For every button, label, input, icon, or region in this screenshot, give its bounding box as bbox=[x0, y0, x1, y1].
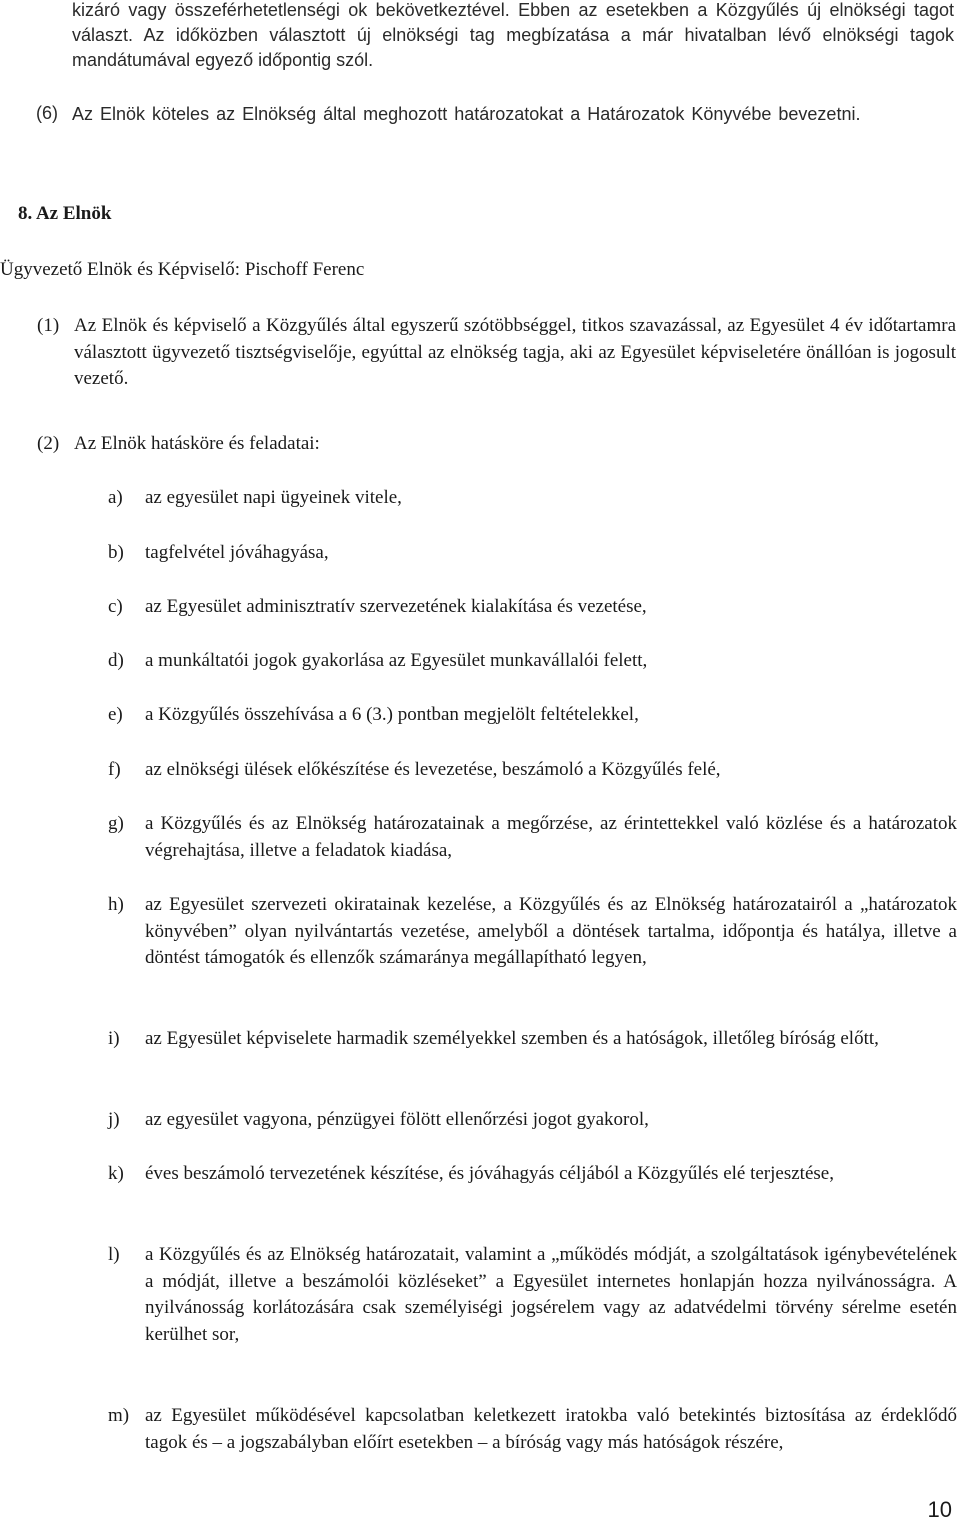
list-item-text: az elnökségi ülések előkészítése és levezetése, beszámoló a Közgyűlés felé, bbox=[145, 759, 721, 780]
list-marker: f) bbox=[108, 759, 121, 780]
list-marker: g) bbox=[108, 813, 124, 834]
list-marker: c) bbox=[108, 596, 123, 617]
list-item-text: az egyesület napi ügyeinek vitele, bbox=[145, 487, 402, 508]
list-item-text: a munkáltatói jogok gyakorlása az Egyesület munkavállalói felett, bbox=[145, 650, 648, 671]
list-marker: j) bbox=[108, 1109, 120, 1130]
p2-number: (2) bbox=[37, 433, 60, 454]
p1-number: (1) bbox=[37, 315, 60, 336]
list-marker: k) bbox=[108, 1163, 124, 1184]
para-6-number: (6) bbox=[36, 103, 58, 123]
list-item-text: a Közgyűlés és az Elnökség határozatainak a megőrzése, az érintettekkel való közlése és a határozatok végrehajtása, illetve a feladatok kiadása, bbox=[145, 813, 957, 861]
list-item-text: az Egyesület szervezeti okiratainak kezelése, a Közgyűlés és az Elnökség határozatairól a „határozatok könyvében” olyan nyilvántartás vezetése, amelyből a döntések tartalma, időpontja és hatálya, illetve a döntést támogatók és ellenzők számaránya megállapítható legyen, bbox=[145, 894, 957, 968]
list-item-text: az Egyesület adminisztratív szervezetének kialakítása és vezetése, bbox=[145, 596, 647, 617]
top-paragraph: kizáró vagy összeférhetetlenségi ok bekövetkeztével. Ebben az esetekben a Közgyűlés új elnökségi tagot választ. Az időközben választott új elnökségi tag megbízatása a már hivatalban lévő elnökségi tagok mandátumával egyező időpontig szól. bbox=[72, 0, 954, 70]
list-item-text: tagfelvétel jóváhagyása, bbox=[145, 542, 329, 563]
para-6-text: Az Elnök köteles az Elnökség által meghozott határozatokat a Határozatok Könyvébe bevezetni. bbox=[72, 104, 861, 124]
p1-text: Az Elnök és képviselő a Közgyűlés által egyszerű szótöbbséggel, titkos szavazással, az Egyesület 4 év időtartamra választott ügyvezető tisztségviselője, egyúttal az elnökség tagja, aki az Egyesület képviseletére önállóan is jogosult vezető. bbox=[74, 315, 956, 389]
list-item-text: a Közgyűlés összehívása a 6 (3.) pontban megjelölt feltételekkel, bbox=[145, 704, 639, 725]
p2-text: Az Elnök hatásköre és feladatai: bbox=[74, 433, 320, 454]
list-marker: e) bbox=[108, 704, 123, 725]
list-item-text: éves beszámoló tervezetének készítése, és jóváhagyás céljából a Közgyűlés elé terjesztése, bbox=[145, 1163, 834, 1184]
list-marker: i) bbox=[108, 1028, 120, 1049]
list-item-text: az Egyesület képviselete harmadik személyekkel szemben és a hatóságok, illetőleg bíróság előtt, bbox=[145, 1028, 879, 1049]
executive-label: Ügyvezető Elnök és Képviselő: Pischoff Ferenc bbox=[0, 259, 365, 280]
list-marker: m) bbox=[108, 1405, 130, 1426]
list-item-text: a Közgyűlés és az Elnökség határozatait, valamint a „működés módját, a szolgáltatások igénybevételének a módját, illetve a beszámolói közléseket” a Egyesület internetes honlapján hozza nyilvánosságra. A nyilvánosság korlátozására csak személyiségi jogsérelem vagy az adatvédelmi törvény sérelme esetén kerülhet sor, bbox=[145, 1244, 957, 1345]
list-marker: l) bbox=[108, 1244, 120, 1265]
section-heading: 8. Az Elnök bbox=[18, 203, 112, 224]
list-marker: d) bbox=[108, 650, 124, 671]
page-number: 10 bbox=[927, 1497, 952, 1522]
list-item-text: az Egyesület működésével kapcsolatban keletkezett iratokba való betekintés biztosítása az érdeklődő tagok és – a jogszabályban előírt esetekben – a bíróság vagy más hatóságok részére, bbox=[145, 1405, 957, 1453]
list-marker: b) bbox=[108, 542, 124, 563]
list-marker: a) bbox=[108, 487, 123, 508]
list-marker: h) bbox=[108, 894, 124, 915]
list-item-text: az egyesület vagyona, pénzügyei fölött ellenőrzési jogot gyakorol, bbox=[145, 1109, 649, 1130]
